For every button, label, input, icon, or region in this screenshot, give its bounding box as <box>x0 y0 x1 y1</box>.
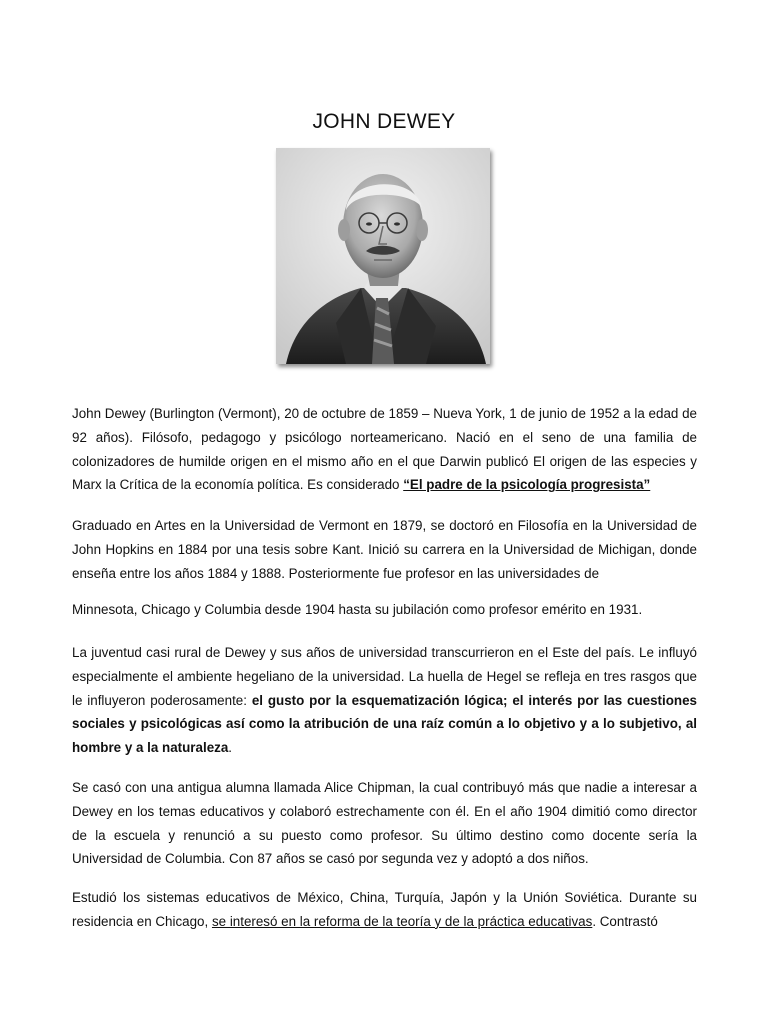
paragraph-text: John Dewey (Burlington (Vermont), 20 de octubre de 1859 – Nueva York, 1 de junio de 1952 a la edad de 92 años). Filósofo, pedagogo y psicólogo norteamericano. Nació en el seno de una familia de colonizadores de humilde origen en el mismo año en el que Darwin publicó El origen de las especies y Marx la Crítica de la economía política. Es considerado <box>72 406 697 493</box>
bold-influences: el gusto por la esquematización lógica; el interés por las cuestiones sociales y psicológicas así como la atribución de una raíz común a lo objetivo y a lo subjetivo, al hombre y a la naturaleza <box>72 692 697 756</box>
paragraph-influences <box>72 641 697 760</box>
page-title: JOHN DEWEY <box>312 110 456 133</box>
paragraph-end: . <box>228 740 233 756</box>
paragraph-marriage: Se casó con una antigua alumna llamada Alice Chipman, la cual contribuyó más que nadie a interesar a Dewey en los temas educativos y colaboró estrechamente con él. En el año 1904 dimitió como director de la escuela y renunció a su puesto como profesor. Su último destino como docente sería la Universidad de Columbia. Con 87 años se casó por segunda vez y adoptó a dos niños. <box>72 780 697 867</box>
paragraph-text: Estudió los sistemas educativos de México, China, Turquía, Japón y la Unión Soviética. Durante su residencia en Chicago, <box>72 890 697 929</box>
portrait-photo <box>276 148 490 364</box>
paragraph-text: La juventud casi rural de Dewey y sus años de universidad transcurrieron en el Este del país. Le influyó especialmente el ambiente hegeliano de la universidad. La huella de Hegel se refleja en tres rasgos que le influyeron poderosamente: <box>72 645 697 708</box>
paragraph-end: . Contrastó <box>592 913 658 929</box>
emphasis-quote: “El padre de la psicología progresista” <box>403 477 651 493</box>
paragraph-education-continued: Minnesota, Chicago y Columbia desde 1904 hasta su jubilación como profesor emérito en 1931. <box>72 602 643 617</box>
underlined-reform: se interesó en la reforma de la teoría y de la práctica educativas <box>211 913 593 929</box>
paragraph-education: Graduado en Artes en la Universidad de Vermont en 1879, se doctoró en Filosofía en la Universidad de John Hopkins en 1884 por una tesis sobre Kant. Inició su carrera en la Universidad de Michigan, donde enseña entre los años 1884 y 1888. Posteriormente fue profesor en las universidades de <box>72 518 697 581</box>
paragraph-education-systems <box>72 886 697 934</box>
paragraph-biography-intro <box>72 402 697 497</box>
portrait-image <box>276 148 490 364</box>
